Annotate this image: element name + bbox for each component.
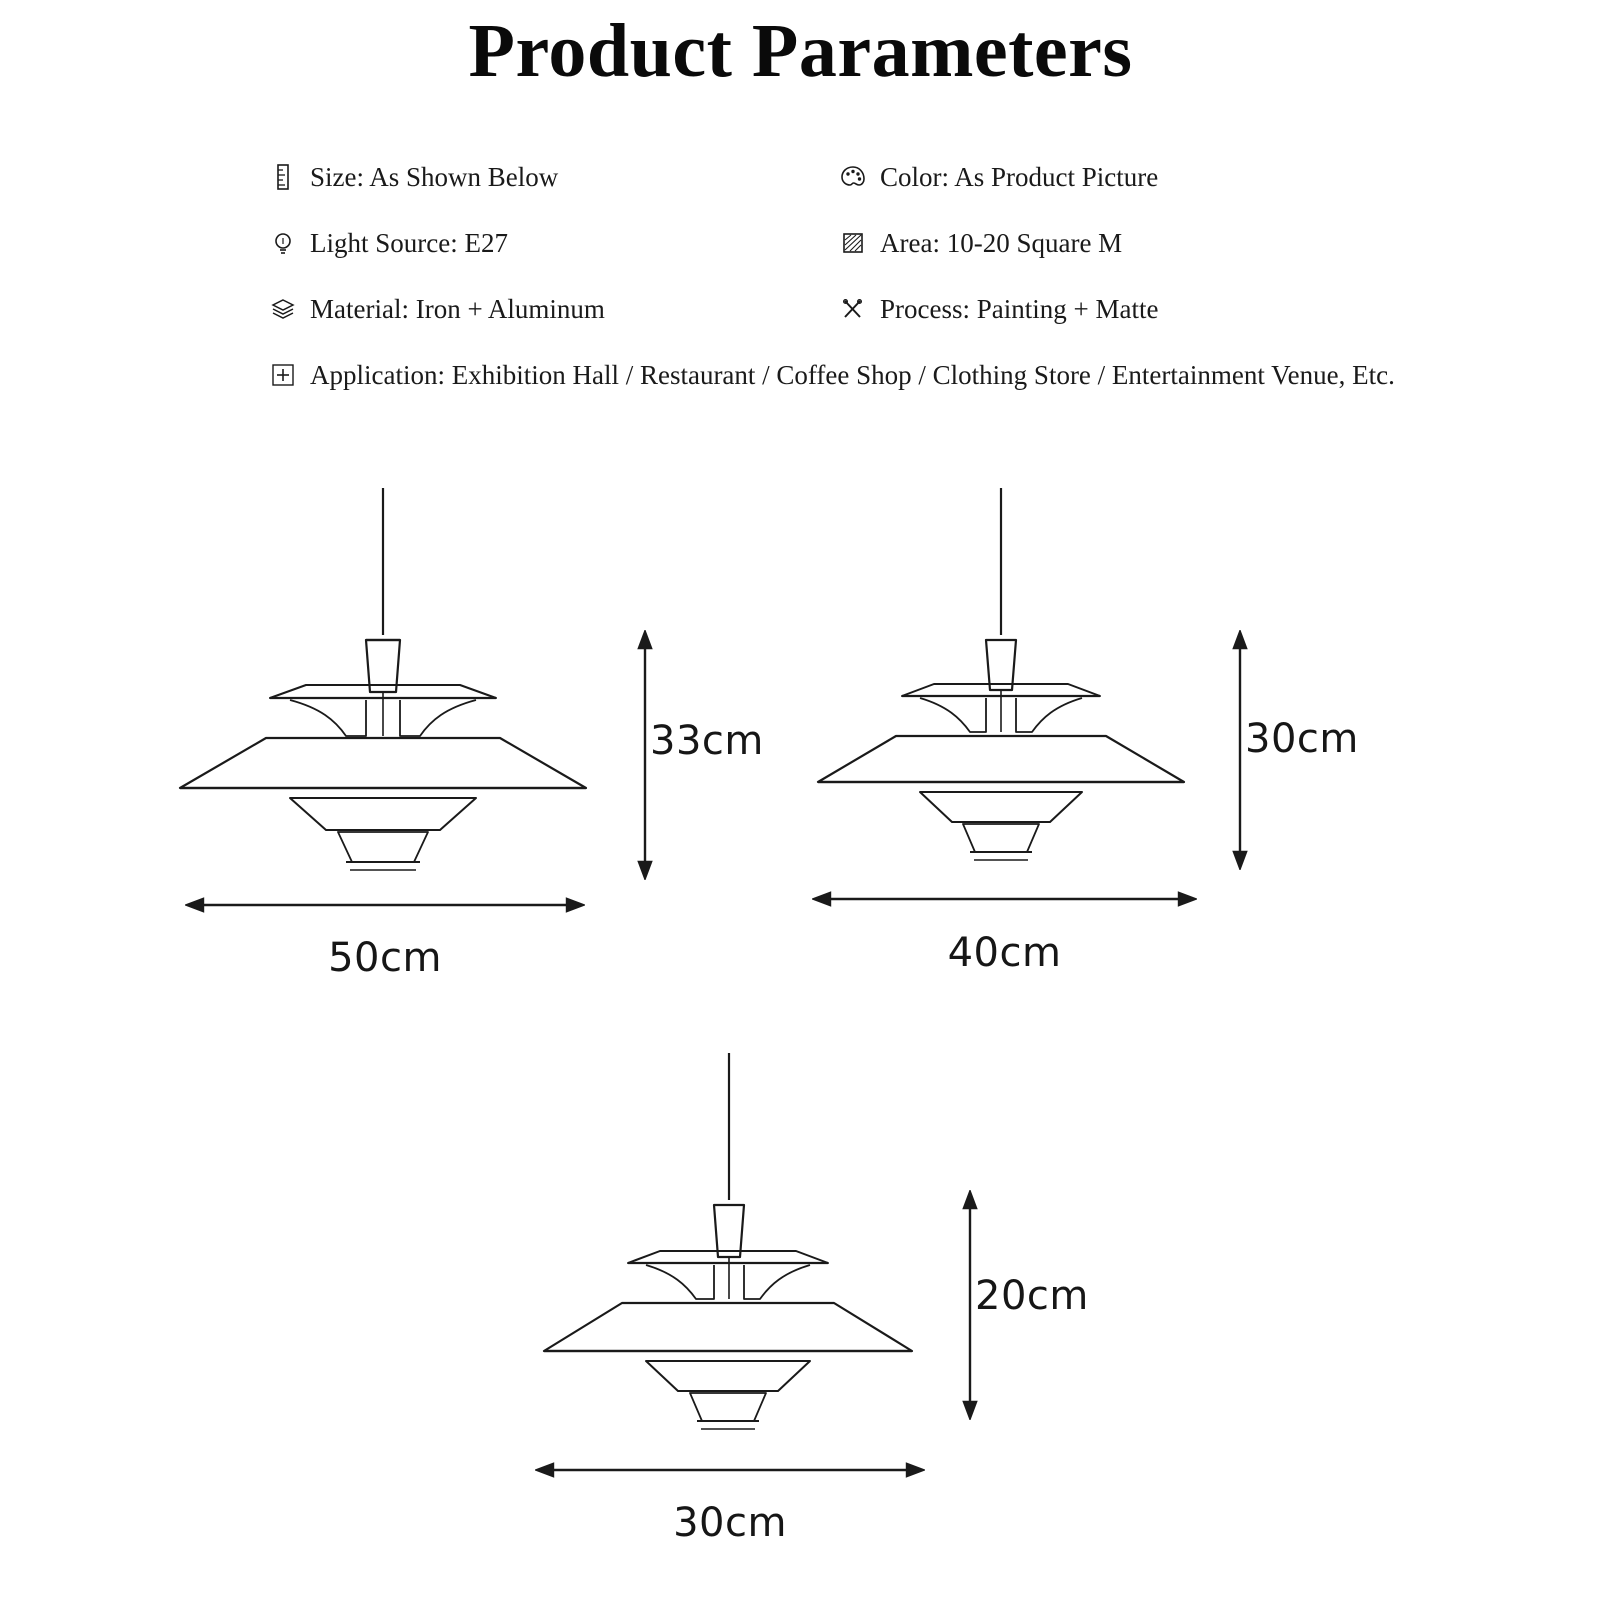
tools-icon [840,295,866,323]
spec-label-color: Color: As Product Picture [880,162,1159,192]
spec-label-application: Application: Exhibition Hall / Restaurant / Coffee Shop / Clothing Store / Entertainment Venue, Etc. [310,360,1395,390]
lamp-large-height-label: 33cm [650,718,764,764]
lamp-small-width-label: 30cm [673,1500,787,1546]
spec-label-area: Area: 10-20 Square M [880,228,1123,258]
spec-row-3 [270,292,1400,326]
lamp-small-width-arrow [535,1455,925,1485]
spec-item-light-source [270,226,840,260]
spec-label-process: Process: Painting + Matte [880,294,1159,324]
ruler-icon [270,163,296,191]
spec-label-material: Material: Iron + Aluminum [310,294,605,324]
application-icon [270,361,296,389]
lamp-large-drawing [170,480,670,920]
lamp-medium-drawing [800,480,1230,920]
lamp-medium-width-label: 40cm [947,930,1062,976]
spec-row-2 [270,226,1400,260]
spec-item-size [270,160,840,194]
spec-row-1 [270,160,1400,194]
lamp-small-drawing [520,1045,940,1475]
spec-row-4 [270,358,1400,392]
product-parameters-list [270,160,1400,424]
lamp-small-height-label: 20cm [975,1273,1089,1319]
lamp-large-figure [170,480,764,981]
spec-item-material [270,292,840,326]
bulb-icon [270,229,296,257]
lamp-small-figure [520,1045,1089,1546]
spec-label-size: Size: As Shown Below [310,162,559,192]
spec-item-area [840,226,1400,260]
layers-icon [270,295,296,323]
lamp-medium-figure [800,480,1359,976]
area-icon [840,229,866,257]
spec-label-light-source: Light Source: E27 [310,228,508,258]
spec-item-application [270,358,1400,392]
spec-item-process [840,292,1400,326]
lamp-medium-height-label: 30cm [1245,716,1359,762]
page-title: Product Parameters [468,9,1133,93]
lamp-medium-width-arrow [812,884,1197,914]
lamp-large-width-arrow [185,890,585,920]
palette-icon [840,163,866,191]
spec-item-color [840,160,1400,194]
lamp-large-width-label: 50cm [328,935,442,981]
